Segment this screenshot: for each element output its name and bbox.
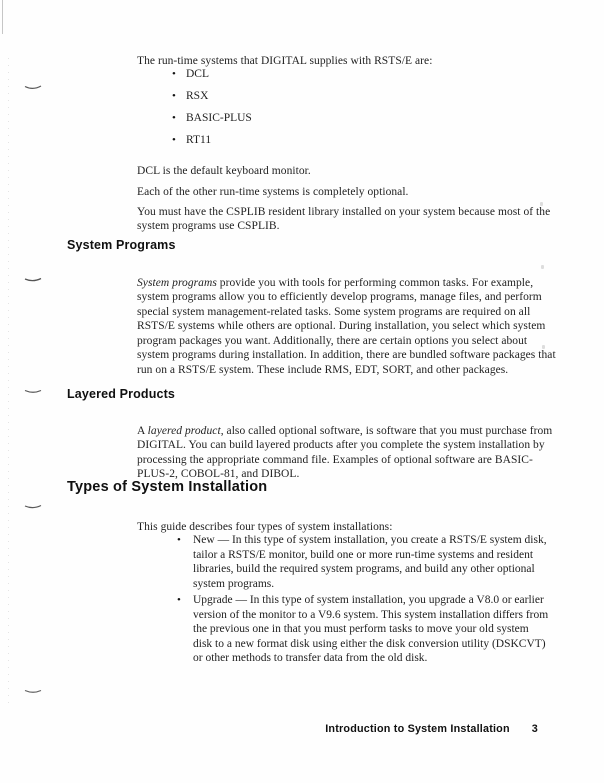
list-item — [137, 133, 557, 148]
list-item-text: Upgrade — In this type of system installation, you upgrade a V8.0 or earlier version of the monitor to a V9.6 system. This system installation differs from the previous one in that you must perform tasks to move your old system disk to a new format disk using either the disk conversion utility (DSKCVT) or other methods to transfer data from the old disk. — [193, 594, 549, 665]
scan-edge-line — [2, 0, 3, 34]
scan-dash-mark — [24, 503, 42, 511]
paragraph-layered-products — [137, 424, 557, 482]
paragraph-system-programs — [137, 276, 557, 378]
footer-page-number: 3 — [531, 723, 538, 735]
section-heading-types-of-installation: Types of System Installation — [67, 479, 268, 495]
bullet-icon: • — [172, 112, 176, 125]
scan-smudge — [541, 265, 544, 269]
bullet-icon: • — [172, 68, 176, 80]
paragraph-types-intro: This guide describes four types of system installations: — [137, 520, 393, 533]
scan-dash-mark — [24, 388, 42, 396]
paragraph-dcl-default: DCL is the default keyboard monitor. — [137, 164, 311, 177]
bullet-icon: • — [172, 134, 176, 147]
bullet-indent — [137, 133, 172, 148]
runtime-systems-list — [137, 67, 557, 155]
paragraph-csplib: You must have the CSPLIB resident library installed on your system because most of the system programs use CSPLIB. — [137, 205, 551, 233]
list-item-new-installation — [137, 533, 549, 591]
bullet-indent — [137, 593, 177, 666]
term-layered-product: layered product — [147, 424, 221, 437]
page-footer — [325, 723, 538, 735]
section-heading-system-programs: System Programs — [67, 238, 176, 252]
bullet-icon: • — [177, 534, 181, 546]
intro-paragraph: The run-time systems that DIGITAL supplies with RSTS/E are: — [137, 54, 433, 67]
paragraph-body: provide you with tools for performing common tasks. For example, system programs allow you to efficiently develop programs, manage files, and perform special system management-related tasks. Some system programs are required on all RSTS/E systems while others are optional. During installation, you select which system program packages you want. Additionally, there are certain options you select about system programs during installation. In addition, there are bundled software packages that run on a RSTS/E system. These include RMS, EDT, SORT, and other packages. — [137, 276, 556, 377]
bullet-indent — [137, 111, 172, 126]
bullet-indent — [137, 89, 172, 104]
list-item — [137, 111, 557, 126]
scan-dash-mark — [24, 688, 42, 696]
bullet-indent — [137, 67, 172, 82]
bullet-icon: • — [172, 90, 176, 103]
scan-dash-mark — [24, 276, 42, 284]
paragraph-optional-systems: Each of the other run-time systems is completely optional. — [137, 185, 409, 198]
term-system-programs: System programs — [137, 276, 217, 289]
list-item-label: DCL — [186, 68, 209, 80]
paragraph-body: , also called optional software, is software that you must purchase from DIGITAL. You can build layered products after you complete the system installation by processing the appropriate command file. Examples of optional software are BASIC-PLUS-2, COBOL-81, and DIBOL. — [137, 424, 553, 481]
list-item-label: BASIC-PLUS — [186, 112, 252, 125]
footer-chapter-title: Introduction to System Installation — [325, 723, 510, 735]
list-item — [137, 67, 557, 82]
list-item-text: New — In this type of system installation, you create a RSTS/E system disk, tailor a RSTS/E monitor, build one or more run-time systems and resident libraries, build the required system programs, and build any other optional system programs. — [193, 534, 547, 590]
list-item — [137, 89, 557, 104]
list-item-label: RSX — [186, 90, 209, 103]
scan-noise-edge — [8, 58, 9, 703]
section-heading-layered-products: Layered Products — [67, 387, 175, 401]
bullet-indent — [137, 533, 177, 591]
scan-dash-mark — [24, 84, 42, 92]
bullet-icon: • — [177, 594, 181, 606]
list-item-label: RT11 — [186, 134, 212, 147]
list-item-upgrade-installation — [137, 593, 549, 666]
paragraph-lead: A — [137, 424, 148, 437]
